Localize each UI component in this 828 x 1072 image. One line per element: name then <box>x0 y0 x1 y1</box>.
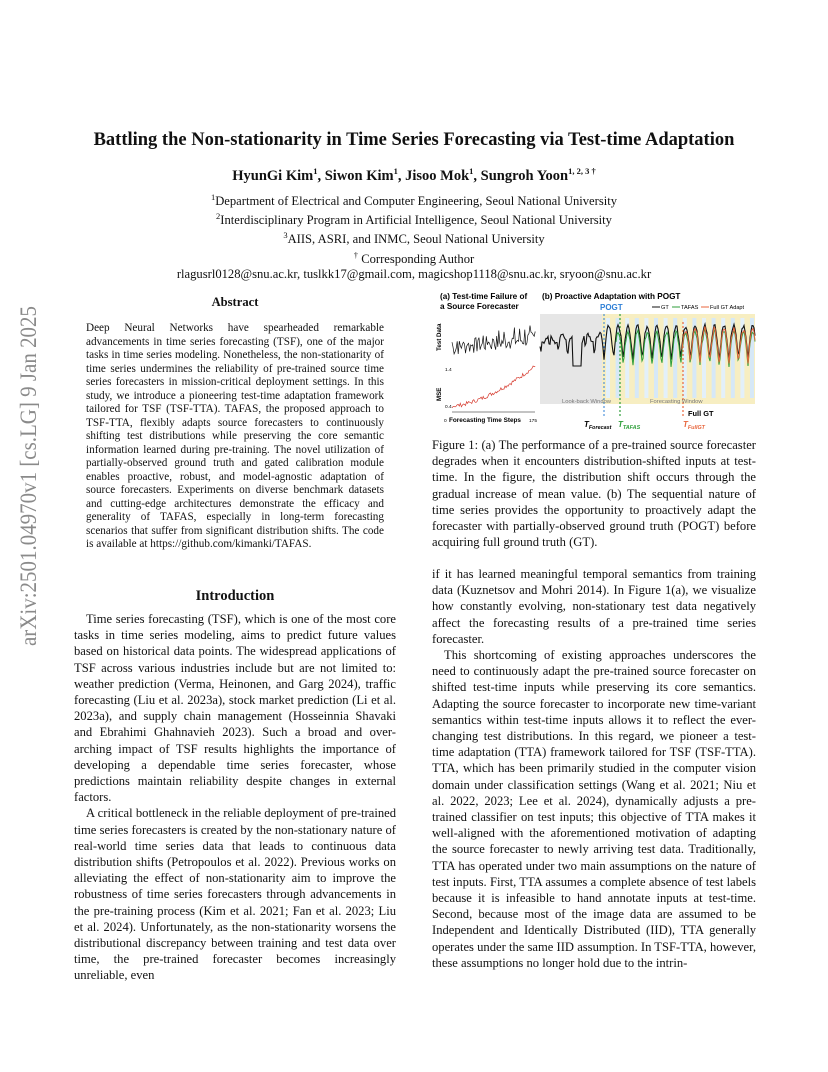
panel-a-title-line2: a Source Forecaster <box>440 302 519 311</box>
author-name: Siwon Kim <box>324 167 394 184</box>
affiliation-text: Interdisciplinary Program in Artificial Intelligence, Seoul National University <box>220 213 612 228</box>
panel-b-title: (b) Proactive Adaptation with POGT <box>542 292 681 301</box>
forecasting-window-label: Forecasting Window <box>650 399 703 405</box>
mse-tick-high: 1.4 <box>445 368 452 373</box>
x-tick-start: 0 <box>444 419 447 424</box>
paragraph: if it has learned meaningful temporal semantics from training data (Kuznetsov and Mohri 2014). In Figure 1(a), we visualize how constantly evolving, non-stationary test data negatively affect the forecasting results of a pre-trained time series forecaster. <box>432 567 756 646</box>
author-name: Sungroh Yoon <box>480 167 569 184</box>
x-tick-end: 175 <box>529 419 538 424</box>
affiliation-line <box>0 228 828 247</box>
forecast-stripe <box>664 318 668 398</box>
pogt-label: POGT <box>600 303 623 312</box>
forecast-stripe <box>654 318 658 398</box>
axis-test-data: Test Data <box>436 323 443 351</box>
paragraph: This shortcoming of existing approaches underscores the need to continuously adapt the pre-trained source forecaster on shifted test-time inputs while preserving its core semantics. Adapting the source forecaster to incorporate new time-variant semantics within test-time inputs allows it to reflect the ever-changing test distributions. In this regard, we pioneer a test-time adaptation (TTA) framework tailored for TSF (TSF-TTA). TTA, which has been primarily studied in the computer vision domain under classification settings (Wang et al. 2021; Niu et al. 2022, 2023; Lee et al. 2024), dynamically adjusts a pre-trained classifier on test inputs; this objective of TTA makes it well-aligned with the aforementioned motivation of adapting the source forecaster to newly arriving test data. Traditionally, TTA has operated under two main assumptions on the nature of test inputs. First, TTA assumes a complete absence of test labels because it is infeasible to hand annotate inputs at test-time. Second, because most of the image data are assumed to be Independent and Identically Distributed (IID), TTA generally operates under the same IID assumption. In TSF-TTA, however, these assumptions no longer hold due to the intrin- <box>432 648 756 970</box>
author-name: Jisoo Mok <box>405 167 470 184</box>
author-sup: 1, 2, 3 † <box>568 166 596 176</box>
legend-gt: GT <box>661 305 669 311</box>
introduction-body <box>74 611 396 984</box>
paragraph: Time series forecasting (TSF), which is one of the most core tasks in time series modeling, aims to predict future values based on historical data points. The widespread applications of TSF across various industries include but are not limited to: weather prediction (Verma, Heinonen, and Garg 2024), traffic forecasting (Liu et al. 2023a), stock market prediction (Li et al. 2023a), and supply chain management (Hosseinnia Shavaki and Ebrahimi Ghahnavieh 2023). Such a broad and over-arching impact of TSF results highlights the importance of developing a dependable time series forecaster, whose predictions maintain reliability despite changes in external factors. <box>74 612 396 805</box>
abstract-body: Deep Neural Networks have spearheaded remarkable advancements in time series forecasting (TSF), one of the major tasks in time series modeling. Nonetheless, the non-stationarity of time series undermines the reliability of pre-trained source time series forecasters in mission-critical deployment settings. In this study, we introduce a pioneering test-time adaptation framework tailored for TSF (TSF-TTA). TAFAS, the proposed approach to TSF-TTA, flexibly adapts source forecasters to continuously shifting test distributions while preserving the core semantic information learned during pre-training. The novel utilization of partially-observed ground truth and gated calibration module enables proactive, robust, and model-agnostic adaptation of source forecasters. Experiments on diverse benchmark datasets and cutting-edge architectures demonstrate the efficacy and generality of TAFAS, especially in long-term forecasting scenarios that suffer from significant distribution shifts. The code is available at https://github.com/kimanki/TAFAS. <box>86 322 384 550</box>
author-name: HyunGi Kim <box>232 167 314 184</box>
test-data-series <box>452 326 535 355</box>
x-axis-label: Forecasting Time Steps <box>449 417 521 424</box>
mse-series <box>452 366 535 408</box>
figure-1-caption: Figure 1: (a) The performance of a pre-trained source forecaster degrades when it encounters distribution-shifted inputs at test-time. In the figure, the distribution shift occurs through the gradual increase of mean value. (b) The sequential nature of time series provides the opportunity to proactively adapt the forecaster with partially-observed ground truth (POGT) before acquiring full ground truth (GT). <box>432 438 756 550</box>
affiliations <box>0 190 828 282</box>
affiliation-sup: † <box>353 249 359 260</box>
affiliation-sup: 3 <box>283 230 288 241</box>
author-list: HyunGi Kim$^1$, Siwon Kim$^1$, Jisoo Mok$^1$, Sungroh Yoon$^{1, 2, 3 \dagger}$ <box>232 166 596 184</box>
affiliation-sup: 2 <box>216 211 221 222</box>
panel-a-title-line1: (a) Test-time Failure of <box>440 292 528 301</box>
affiliation-text: Corresponding Author <box>358 251 475 266</box>
affiliation-line <box>0 190 828 209</box>
arxiv-stamp <box>6 300 46 650</box>
paragraph: A critical bottleneck in the reliable deployment of pre-trained time series forecasters is created by the non-stationary nature of real-world time series data that leads to continuous data distribution shifts (Petropoulos et al. 2022). Previous works on alleviating the effect of non-stationarity aim to improve the robustness of time series forecasters through advancements in the pre-training process (Kim et al. 2021; Fan et al. 2023; Liu et al. 2024). Unfortunately, as the non-stationarity worsens the distributional discrepancy between training and test data over time, the pre-trained forecaster becomes increasingly unreliable, even <box>74 806 396 983</box>
t-tafas: $T_{TAFAS}$ <box>618 420 641 431</box>
figure-1 <box>432 288 758 433</box>
author-emails: rlagusrl0128@snu.ac.kr, tuslkk17@gmail.com, magicshop1118@snu.ac.kr, sryoon@snu.ac.kr <box>176 266 652 281</box>
author-sup: 1 <box>469 166 474 176</box>
author-sup: 1 <box>313 166 318 176</box>
affiliation-line <box>0 209 828 228</box>
axis-mse: MSE <box>436 387 443 401</box>
full-gt-label: Full GT <box>688 409 714 418</box>
affiliation-sup: 1 <box>210 192 216 202</box>
affiliation-text: AIIS, ASRI, and INMC, Seoul National University <box>287 232 545 247</box>
t-fullgt: $T_{FullGT}$ <box>683 420 705 431</box>
arxiv-stamp-text: arXiv:2501.04970v1 [cs.LG] 9 Jan 2025 <box>16 300 41 646</box>
t-forecast: $T_{Forecast}$ <box>584 420 612 431</box>
affiliation-line <box>0 248 828 267</box>
author-sup: 1 <box>393 166 398 176</box>
lookback-label: Look-back Window <box>562 399 611 405</box>
affiliation-text: Department of Electrical and Computer Engineering, Seoul National University <box>215 194 618 209</box>
introduction-heading: Introduction <box>195 588 275 604</box>
legend-tafas: TAFAS <box>681 305 699 311</box>
right-column-body <box>432 566 756 971</box>
paper-title: Battling the Non-stationarity in Time Series Forecasting via Test-time Adaptation <box>93 130 735 150</box>
abstract-heading: Abstract <box>211 295 259 309</box>
legend-fullgt: Full GT Adapt <box>710 305 745 311</box>
lookback-window <box>540 314 602 404</box>
mse-tick-low: 0.4 <box>445 405 452 410</box>
